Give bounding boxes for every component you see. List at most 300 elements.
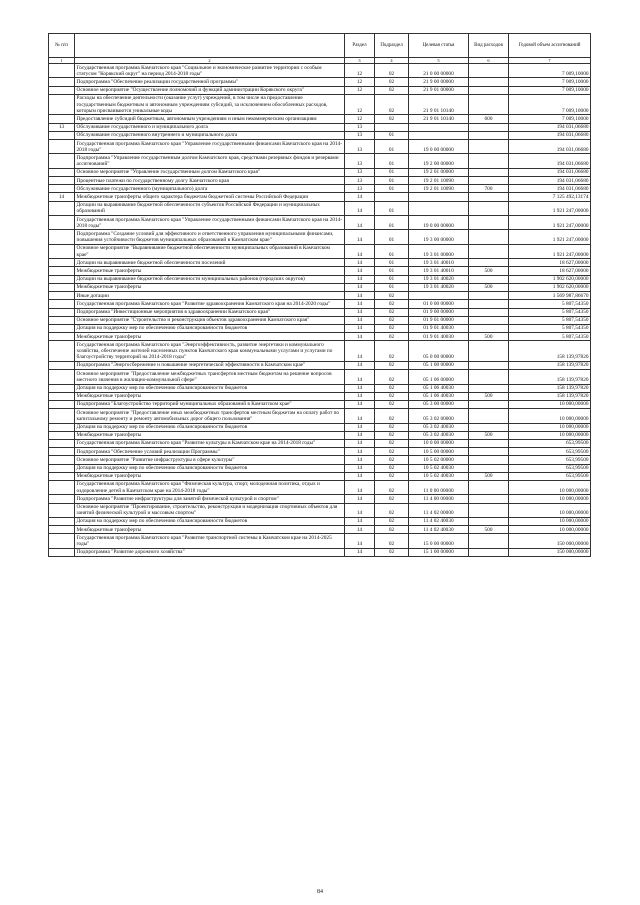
row-amount: 5 807,54350 [509,308,591,316]
row-section: 13 [345,140,375,154]
row-number [49,267,75,275]
row-name: Государственная программа Камчатского края "Социальное и экономическое развитие территории с особым статусом "Корякский округ" на период 2014-2018 годы" [75,64,345,78]
row-section: 14 [345,259,375,267]
table-row [49,384,591,392]
row-name: Дотация на поддержку мер по обеспечению сбалансированности бюджетов [75,384,345,392]
table-row [49,275,591,283]
row-amount: 150 000,00000 [509,548,591,556]
row-expense-type [469,464,509,472]
table-row [49,409,591,423]
row-target-article: 19 2 01 00000 [409,168,469,176]
row-number [49,78,75,86]
row-amount: 1 921 247,00000 [509,216,591,230]
page-number: 84 [317,889,323,895]
row-section: 14 [345,517,375,525]
row-name: Межбюджетные трансферты [75,283,345,291]
row-subsection: 02 [375,300,409,308]
table-row [49,300,591,308]
table-row [49,526,591,534]
row-name: Основное мероприятие "Выравнивание бюджетной обеспеченности муниципальных образований в Камчатском крае" [75,244,345,258]
row-subsection: 02 [375,115,409,123]
row-subsection: 02 [375,86,409,94]
table-row [49,94,591,115]
row-amount: 7 009,10000 [509,64,591,78]
row-target-article: 19 2 00 00000 [409,154,469,168]
row-target-article: 05 3 02 40030 [409,431,469,439]
row-number [49,495,75,503]
table-row [49,216,591,230]
row-expense-type [469,400,509,408]
row-name: Государственная программа Камчатского края "Энергоэффективность, развитие энергетики и коммунального хозяйства, обеспечение жителей населенных пунктов Камчатского края коммунальными услугами и услугами по благоустройству территорий на 2014-2018 годы" [75,341,345,362]
table-row [49,201,591,215]
row-name: Процентные платежи по государственному долгу Камчатского края [75,177,345,185]
row-amount: 158 139,97820 [509,341,591,362]
table-row [49,333,591,341]
table-row [49,168,591,176]
row-expense-type: 500 [469,392,509,400]
table-row [49,193,591,201]
row-name: Основное мероприятие "Предоставление иных межбюджетных трансфертов местным бюджетам на оплату работ по капитальному ремонту и ремонту автомобильных дорог общего пользования" [75,409,345,423]
row-number [49,324,75,332]
row-amount: 653,99500 [509,456,591,464]
row-number [49,439,75,447]
row-expense-type [469,140,509,154]
row-subsection: 02 [375,292,409,300]
row-section: 14 [345,392,375,400]
row-name: Основное мероприятие "Осуществление полномочий и функций администрации Корякского округа" [75,86,345,94]
row-section: 13 [345,168,375,176]
row-number [49,86,75,94]
row-number [49,216,75,230]
row-subsection: 02 [375,384,409,392]
row-amount: 5 807,54350 [509,324,591,332]
row-name: Дотация на поддержку мер по обеспечению сбалансированности бюджетов [75,324,345,332]
row-expense-type [469,439,509,447]
row-target-article [409,131,469,139]
row-subsection: 02 [375,526,409,534]
table-row [49,456,591,464]
row-target-article: 11 4 00 00000 [409,495,469,503]
row-expense-type: 700 [469,185,509,193]
row-expense-type [469,503,509,517]
row-section: 14 [345,448,375,456]
row-amount: 10 000,00000 [509,480,591,494]
row-target-article: 05 3 02 00000 [409,409,469,423]
row-amount: 7 125 492,13174 [509,193,591,201]
row-expense-type [469,409,509,423]
row-target-article: 05 0 00 00000 [409,341,469,362]
row-amount: 194 031,06680 [509,154,591,168]
row-target-article: 19 3 01 40010 [409,267,469,275]
row-amount: 7 009,10000 [509,94,591,115]
row-subsection: 02 [375,472,409,480]
row-name: Подпрограмма "Обеспечение реализации государственной программы" [75,78,345,86]
table-row [49,324,591,332]
row-expense-type: 500 [469,333,509,341]
row-expense-type [469,201,509,215]
row-target-article: 10 5 02 40030 [409,464,469,472]
table-row [49,503,591,517]
row-subsection: 01 [375,201,409,215]
table-body [49,64,591,557]
row-section: 14 [345,341,375,362]
row-expense-type: 600 [469,115,509,123]
table-row [49,244,591,258]
row-target-article: 11 4 02 40030 [409,517,469,525]
row-name: Подпрограмма "Управление государственным долгом Камчатского края, средствами резервных фондов и резервами ассигнований" [75,154,345,168]
row-expense-type [469,230,509,244]
row-target-article: 19 0 00 00000 [409,216,469,230]
row-subsection: 01 [375,168,409,176]
table-row [49,64,591,78]
table-row [49,341,591,362]
row-target-article [409,193,469,201]
row-name: Иные дотации [75,292,345,300]
row-name: Подпрограмма "Благоустройство территорий муниципальных образований в Камчатском крае" [75,400,345,408]
row-subsection: 02 [375,78,409,86]
row-target-article: 19 3 00 00000 [409,230,469,244]
row-number [49,333,75,341]
row-expense-type: 500 [469,526,509,534]
row-subsection: 02 [375,316,409,324]
row-expense-type [469,548,509,556]
row-target-article: 19 3 01 00000 [409,244,469,258]
row-name: Дотация на поддержку мер по обеспечению сбалансированности бюджетов [75,464,345,472]
row-expense-type [469,86,509,94]
row-expense-type [469,216,509,230]
column-number: 1 [49,58,75,64]
row-name: Обслуживание государственного и муниципального долга [75,123,345,131]
row-expense-type [469,78,509,86]
row-number [49,177,75,185]
row-number [49,300,75,308]
row-section: 14 [345,400,375,408]
row-name: Дотация на поддержку мер по обеспечению сбалансированности бюджетов [75,423,345,431]
table-row [49,131,591,139]
row-expense-type [469,193,509,201]
row-amount: 5 807,54350 [509,300,591,308]
table-row [49,177,591,185]
row-target-article: 10 5 00 00000 [409,448,469,456]
row-expense-type [469,341,509,362]
row-target-article: 15 1 00 00000 [409,548,469,556]
table-row [49,400,591,408]
budget-allocation-table [48,33,591,557]
row-name: Межбюджетные трансферты [75,333,345,341]
row-target-article: 05 3 00 00000 [409,400,469,408]
row-section: 14 [345,370,375,384]
row-target-article: 19 2 01 10090 [409,177,469,185]
row-amount: 5 807,54350 [509,333,591,341]
row-number [49,283,75,291]
table-row [49,154,591,168]
row-expense-type [469,94,509,115]
table-row [49,517,591,525]
row-target-article: 11 4 02 00000 [409,503,469,517]
row-section: 14 [345,439,375,447]
row-target-article: 05 1 06 40030 [409,392,469,400]
row-subsection: 02 [375,324,409,332]
row-amount: 7 009,10000 [509,78,591,86]
row-number: 14 [49,193,75,201]
row-section: 14 [345,333,375,341]
row-name: Основное мероприятие "Управление государственным долгом Камчатского края" [75,168,345,176]
row-subsection: 02 [375,439,409,447]
row-target-article: 21 9 01 00000 [409,86,469,94]
row-number [49,259,75,267]
row-expense-type [469,275,509,283]
row-name: Подпрограмма "Энергосбережение и повышение энергетической эффективности в Камчатском крае" [75,361,345,369]
row-name: Дотация на поддержку мер по обеспечению сбалансированности бюджетов [75,517,345,525]
row-target-article: 21 9 00 00000 [409,78,469,86]
row-section: 14 [345,308,375,316]
row-section: 14 [345,480,375,494]
header-annual-amount: Годовой объем ассигнований [509,34,591,58]
row-name: Межбюджетные трансферты [75,431,345,439]
table-header-row [49,34,591,58]
table-row [49,123,591,131]
row-number [49,423,75,431]
row-section: 13 [345,177,375,185]
row-target-article [409,201,469,215]
row-name: Межбюджетные трансферты [75,267,345,275]
row-amount: 1 569 987,86670 [509,292,591,300]
row-amount: 158 139,97820 [509,392,591,400]
row-name: Основное мероприятие "Предоставление межбюджетных трансфертов местным бюджетам на решение вопросов местного значения в жилищно-коммунальной сфере" [75,370,345,384]
table-row [49,495,591,503]
row-number [49,185,75,193]
row-name: Основное мероприятие "Строительство и реконструкция объектов здравоохранения Камчатского края" [75,316,345,324]
row-amount: 194 031,06680 [509,168,591,176]
row-number [49,503,75,517]
row-name: Государственная программа Камчатского края "Развитие транспортной системы в Камчатском крае на 2014-2025 годы" [75,534,345,548]
header-razdel: Раздел [345,34,375,58]
column-number: 7 [509,58,591,64]
row-amount: 158 139,97820 [509,361,591,369]
row-name: Дотации на выравнивание бюджетной обеспеченности поселений [75,259,345,267]
row-name: Межбюджетные трансферты [75,526,345,534]
row-target-article: 05 1 06 40030 [409,384,469,392]
row-section: 13 [345,123,375,131]
row-section: 14 [345,503,375,517]
row-subsection [375,193,409,201]
row-number [49,392,75,400]
row-expense-type [469,300,509,308]
row-subsection: 02 [375,341,409,362]
column-number: 6 [469,58,509,64]
row-section: 14 [345,464,375,472]
table-row [49,308,591,316]
row-section: 14 [345,472,375,480]
row-target-article [409,123,469,131]
row-number [49,230,75,244]
row-number [49,292,75,300]
row-amount: 5 807,54350 [509,316,591,324]
row-section: 14 [345,548,375,556]
table-row [49,316,591,324]
row-amount: 194 031,06680 [509,185,591,193]
table-row [49,448,591,456]
table-row [49,464,591,472]
row-expense-type [469,316,509,324]
row-amount: 194 031,06680 [509,177,591,185]
row-name: Основное мероприятие "Развитие инфраструктуры в сфере культуры" [75,456,345,464]
row-expense-type [469,480,509,494]
row-amount: 158 139,97820 [509,370,591,384]
row-number [49,448,75,456]
row-number [49,534,75,548]
column-number: 5 [409,58,469,64]
row-target-article: 01 9 01 00000 [409,316,469,324]
row-expense-type [469,448,509,456]
row-amount: 653,99500 [509,464,591,472]
row-name: Подпрограмма "Создание условий для эффективного и ответственного управления муниципальными финансами, повышения устойчивости бюджетов муниципальных образований в Камчатском крае" [75,230,345,244]
row-number [49,64,75,78]
row-target-article: 19 3 01 40010 [409,259,469,267]
row-subsection: 02 [375,495,409,503]
row-subsection: 01 [375,216,409,230]
row-section: 14 [345,300,375,308]
row-section: 14 [345,534,375,548]
row-subsection: 02 [375,464,409,472]
row-section: 12 [345,86,375,94]
row-number [49,316,75,324]
row-subsection: 02 [375,480,409,494]
row-section: 14 [345,495,375,503]
row-subsection: 02 [375,548,409,556]
row-target-article: 19 2 01 10090 [409,185,469,193]
table-row [49,185,591,193]
row-expense-type [469,534,509,548]
row-subsection: 02 [375,517,409,525]
row-section: 12 [345,78,375,86]
row-subsection: 02 [375,370,409,384]
row-number: 13 [49,123,75,131]
row-section: 14 [345,526,375,534]
row-amount: 7 009,10000 [509,86,591,94]
row-target-article: 21 9 01 10140 [409,115,469,123]
row-expense-type: 500 [469,431,509,439]
row-number [49,464,75,472]
row-target-article: 11 0 00 00000 [409,480,469,494]
table-row [49,472,591,480]
row-name: Подпрограмма "Развитие инфраструктуры для занятий физической культурой и спортом" [75,495,345,503]
row-expense-type [469,495,509,503]
row-expense-type: 500 [469,472,509,480]
row-subsection: 02 [375,308,409,316]
row-amount: 1 921 247,00000 [509,244,591,258]
table-row [49,267,591,275]
row-target-article: 01 9 00 00000 [409,308,469,316]
row-amount: 10 000,00000 [509,400,591,408]
row-subsection: 02 [375,409,409,423]
row-subsection: 01 [375,283,409,291]
row-amount: 194 031,06680 [509,123,591,131]
row-number [49,456,75,464]
row-target-article: 10 5 02 40030 [409,472,469,480]
row-amount: 10 000,00000 [509,526,591,534]
table-row [49,431,591,439]
row-name: Государственная программа Камчатского края "Физическая культура, спорт, молодежная политика, отдых и оздоровление детей в Камчатском крае на 2014-2018 годы" [75,480,345,494]
row-section: 14 [345,384,375,392]
row-target-article: 19 3 01 40020 [409,283,469,291]
row-amount: 10 000,00000 [509,503,591,517]
row-amount: 1 921 247,00000 [509,201,591,215]
row-name: Расходы на обеспечение деятельности (оказание услуг) учреждений, в том числе на предоставление государственным бюджетным и автономным учреждениям субсидий, за исключением обособленных расходов, которым присваиваются уникальные коды [75,94,345,115]
row-section: 14 [345,244,375,258]
row-subsection: 02 [375,448,409,456]
row-section: 14 [345,431,375,439]
row-subsection: 02 [375,456,409,464]
row-expense-type: 500 [469,283,509,291]
row-target-article: 11 4 02 40030 [409,526,469,534]
row-amount: 194 031,06680 [509,140,591,154]
row-target-article: 15 0 00 00000 [409,534,469,548]
row-amount: 653,99500 [509,439,591,447]
row-target-article: 19 3 01 40020 [409,275,469,283]
budget-table-sheet [48,33,590,557]
table-row [49,292,591,300]
row-subsection: 02 [375,503,409,517]
row-number [49,244,75,258]
row-section: 14 [345,324,375,332]
row-target-article: 21 9 01 10140 [409,94,469,115]
row-expense-type [469,517,509,525]
header-num: № п/п [49,34,75,58]
row-subsection: 01 [375,244,409,258]
row-number [49,517,75,525]
row-subsection: 01 [375,140,409,154]
row-section: 13 [345,185,375,193]
row-number [49,140,75,154]
row-name: Дотации на выравнивание бюджетной обеспеченности муниципальных районов (городских округов) [75,275,345,283]
row-name: Государственная программа Камчатского края "Управление государственными финансами Камчатского края на 2014-2018 годы" [75,216,345,230]
row-expense-type [469,423,509,431]
row-subsection [375,123,409,131]
row-name: Основное мероприятие "Проектирование, строительство, реконструкция и модернизация спортивных объектов для занятий физической культурой и массовым спортом" [75,503,345,517]
row-number [49,480,75,494]
row-amount: 653,99500 [509,448,591,456]
row-section: 12 [345,94,375,115]
row-subsection: 01 [375,275,409,283]
row-section: 14 [345,193,375,201]
row-name: Межбюджетные трансферты общего характера бюджетам бюджетной системы Российской Федерации [75,193,345,201]
row-section: 14 [345,423,375,431]
table-row [49,392,591,400]
header-target-article: Целевая статья [409,34,469,58]
row-section: 14 [345,292,375,300]
table-row [49,480,591,494]
row-amount: 10 000,00000 [509,431,591,439]
table-row [49,140,591,154]
row-section: 14 [345,361,375,369]
row-number [49,168,75,176]
row-target-article: 05 1 06 00000 [409,370,469,384]
row-number [49,548,75,556]
row-subsection: 02 [375,431,409,439]
row-subsection: 02 [375,392,409,400]
row-number [49,154,75,168]
row-name: Подпрограмма "Инвестиционные мероприятия в здравоохранении Камчатского края" [75,308,345,316]
row-number [49,201,75,215]
table-row [49,370,591,384]
row-expense-type [469,259,509,267]
row-number [49,526,75,534]
row-target-article: 05 1 00 00000 [409,361,469,369]
row-name: Государственная программа Камчатского края "Развитие культуры в Камчатском крае на 2014-2018 годы" [75,439,345,447]
row-section: 12 [345,64,375,78]
table-row [49,548,591,556]
